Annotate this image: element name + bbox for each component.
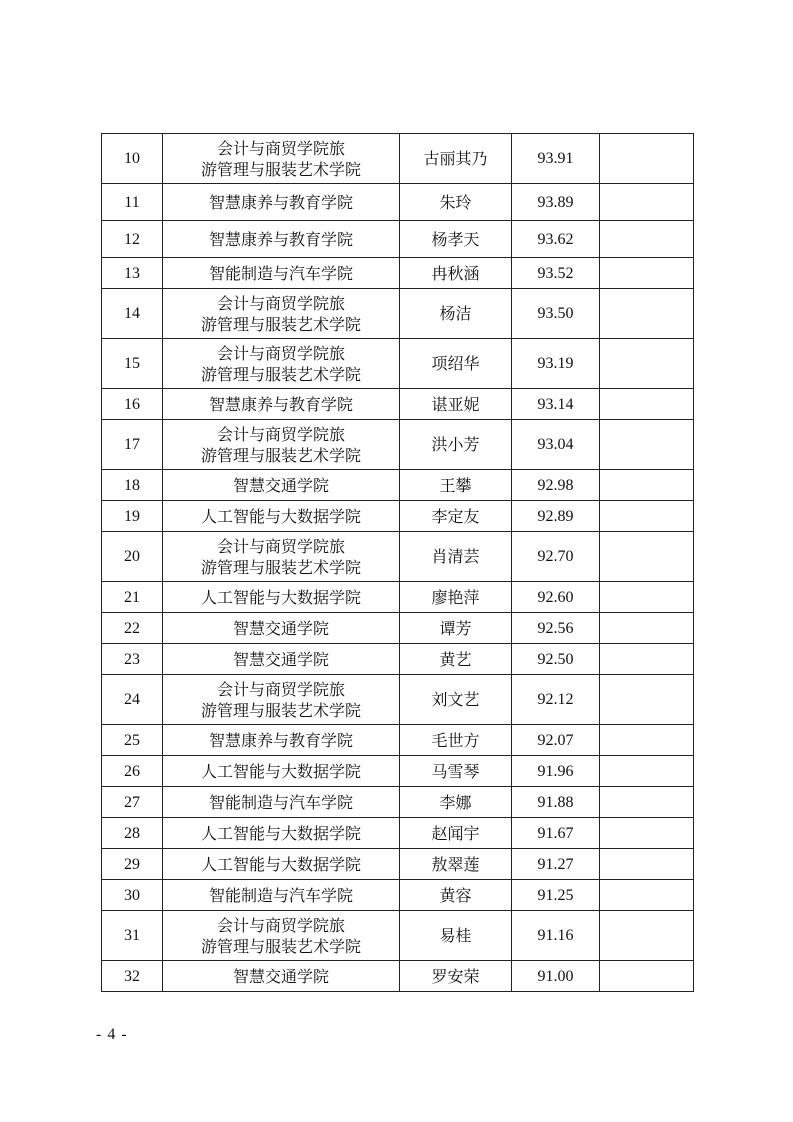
- name-cell: 王攀: [400, 470, 512, 501]
- college-line: 会计与商贸学院旅: [216, 536, 345, 556]
- college-cell: [163, 849, 400, 880]
- college-line: 智慧康养与教育学院: [208, 192, 353, 212]
- college-cell: [163, 818, 400, 849]
- score-cell: 93.50: [512, 289, 600, 339]
- row-number-cell: 25: [102, 725, 163, 756]
- name-cell: 黄艺: [400, 644, 512, 675]
- college-cell: [163, 221, 400, 258]
- college-line: 游管理与服装艺术学院: [200, 700, 361, 720]
- table-row: [102, 582, 694, 613]
- note-cell: [600, 849, 694, 880]
- name-cell: 冉秋涵: [400, 258, 512, 289]
- note-cell: [600, 221, 694, 258]
- college-cell: [163, 470, 400, 501]
- score-cell: 93.04: [512, 420, 600, 470]
- table-row: [102, 613, 694, 644]
- table-row: [102, 470, 694, 501]
- name-cell: 毛世方: [400, 725, 512, 756]
- row-number-cell: 20: [102, 532, 163, 582]
- name-cell: 易桂: [400, 911, 512, 961]
- table-row: [102, 289, 694, 339]
- score-cell: 93.14: [512, 389, 600, 420]
- note-cell: [600, 818, 694, 849]
- row-number-cell: 24: [102, 675, 163, 725]
- score-cell: 92.98: [512, 470, 600, 501]
- score-cell: 92.60: [512, 582, 600, 613]
- row-number-cell: 13: [102, 258, 163, 289]
- college-line: 会计与商贸学院旅: [216, 915, 345, 935]
- name-cell: 赵闻宇: [400, 818, 512, 849]
- score-cell: 92.50: [512, 644, 600, 675]
- row-number-cell: 32: [102, 961, 163, 992]
- college-cell: [163, 880, 400, 911]
- college-cell: [163, 184, 400, 221]
- table-row: [102, 389, 694, 420]
- row-number-cell: 14: [102, 289, 163, 339]
- table-row: [102, 675, 694, 725]
- college-cell: [163, 644, 400, 675]
- college-cell: [163, 961, 400, 992]
- row-number-cell: 28: [102, 818, 163, 849]
- score-cell: 91.00: [512, 961, 600, 992]
- table-row: [102, 420, 694, 470]
- college-cell: [163, 911, 400, 961]
- college-line: 游管理与服装艺术学院: [200, 445, 361, 465]
- table-row: [102, 818, 694, 849]
- college-cell: [163, 756, 400, 787]
- college-cell: [163, 389, 400, 420]
- note-cell: [600, 339, 694, 389]
- college-line: 游管理与服装艺术学院: [200, 314, 361, 334]
- score-cell: 91.16: [512, 911, 600, 961]
- name-cell: 洪小芳: [400, 420, 512, 470]
- college-line: 人工智能与大数据学院: [200, 761, 361, 781]
- college-cell: [163, 532, 400, 582]
- college-cell: [163, 501, 400, 532]
- note-cell: [600, 501, 694, 532]
- college-line: 智慧康养与教育学院: [208, 394, 353, 414]
- college-cell: [163, 787, 400, 818]
- note-cell: [600, 880, 694, 911]
- score-cell: 91.25: [512, 880, 600, 911]
- name-cell: 敖翠莲: [400, 849, 512, 880]
- college-cell: [163, 613, 400, 644]
- table-row: [102, 184, 694, 221]
- college-line: 智慧交通学院: [232, 966, 329, 986]
- table-row: [102, 961, 694, 992]
- note-cell: [600, 470, 694, 501]
- table-row: [102, 787, 694, 818]
- row-number-cell: 15: [102, 339, 163, 389]
- name-cell: 杨洁: [400, 289, 512, 339]
- score-cell: 93.89: [512, 184, 600, 221]
- name-cell: 肖清芸: [400, 532, 512, 582]
- score-cell: 92.89: [512, 501, 600, 532]
- note-cell: [600, 911, 694, 961]
- college-cell: [163, 675, 400, 725]
- row-number-cell: 17: [102, 420, 163, 470]
- row-number-cell: 26: [102, 756, 163, 787]
- note-cell: [600, 787, 694, 818]
- results-table-body: [102, 134, 694, 992]
- college-line: 游管理与服装艺术学院: [200, 364, 361, 384]
- row-number-cell: 10: [102, 134, 163, 184]
- name-cell: 廖艳萍: [400, 582, 512, 613]
- table-row: [102, 644, 694, 675]
- table-row: [102, 501, 694, 532]
- college-line: 智慧交通学院: [232, 649, 329, 669]
- note-cell: [600, 389, 694, 420]
- college-line: 人工智能与大数据学院: [200, 854, 361, 874]
- college-line: 人工智能与大数据学院: [200, 587, 361, 607]
- college-line: 游管理与服装艺术学院: [200, 159, 361, 179]
- row-number-cell: 30: [102, 880, 163, 911]
- score-cell: 91.67: [512, 818, 600, 849]
- college-line: 智能制造与汽车学院: [208, 792, 353, 812]
- college-line: 会计与商贸学院旅: [216, 293, 345, 313]
- row-number-cell: 18: [102, 470, 163, 501]
- name-cell: 李定友: [400, 501, 512, 532]
- note-cell: [600, 134, 694, 184]
- college-line: 会计与商贸学院旅: [216, 343, 345, 363]
- table-row: [102, 756, 694, 787]
- row-number-cell: 27: [102, 787, 163, 818]
- note-cell: [600, 756, 694, 787]
- college-line: 游管理与服装艺术学院: [200, 936, 361, 956]
- college-line: 智慧交通学院: [232, 475, 329, 495]
- college-line: 会计与商贸学院旅: [216, 138, 345, 158]
- name-cell: 朱玲: [400, 184, 512, 221]
- row-number-cell: 23: [102, 644, 163, 675]
- note-cell: [600, 582, 694, 613]
- name-cell: 杨孝天: [400, 221, 512, 258]
- college-cell: [163, 339, 400, 389]
- note-cell: [600, 675, 694, 725]
- name-cell: 项绍华: [400, 339, 512, 389]
- results-table: [101, 133, 694, 992]
- note-cell: [600, 289, 694, 339]
- score-cell: 92.70: [512, 532, 600, 582]
- table-row: [102, 725, 694, 756]
- note-cell: [600, 725, 694, 756]
- name-cell: 刘文艺: [400, 675, 512, 725]
- name-cell: 古丽其乃: [400, 134, 512, 184]
- college-line: 智慧交通学院: [232, 618, 329, 638]
- note-cell: [600, 613, 694, 644]
- college-cell: [163, 134, 400, 184]
- table-row: [102, 339, 694, 389]
- college-cell: [163, 420, 400, 470]
- row-number-cell: 31: [102, 911, 163, 961]
- score-cell: 92.07: [512, 725, 600, 756]
- note-cell: [600, 184, 694, 221]
- row-number-cell: 11: [102, 184, 163, 221]
- college-line: 人工智能与大数据学院: [200, 823, 361, 843]
- row-number-cell: 22: [102, 613, 163, 644]
- name-cell: 谌亚妮: [400, 389, 512, 420]
- college-line: 智慧康养与教育学院: [208, 730, 353, 750]
- college-cell: [163, 289, 400, 339]
- score-cell: 93.91: [512, 134, 600, 184]
- college-line: 智能制造与汽车学院: [208, 885, 353, 905]
- college-line: 会计与商贸学院旅: [216, 424, 345, 444]
- page-number: - 4 -: [96, 1026, 128, 1043]
- score-cell: 92.56: [512, 613, 600, 644]
- name-cell: 黄容: [400, 880, 512, 911]
- note-cell: [600, 258, 694, 289]
- name-cell: 马雪琴: [400, 756, 512, 787]
- table-row: [102, 221, 694, 258]
- row-number-cell: 21: [102, 582, 163, 613]
- row-number-cell: 29: [102, 849, 163, 880]
- college-cell: [163, 258, 400, 289]
- table-row: [102, 258, 694, 289]
- score-cell: 93.62: [512, 221, 600, 258]
- row-number-cell: 16: [102, 389, 163, 420]
- college-line: 智慧康养与教育学院: [208, 229, 353, 249]
- row-number-cell: 19: [102, 501, 163, 532]
- table-row: [102, 532, 694, 582]
- score-cell: 93.19: [512, 339, 600, 389]
- row-number-cell: 12: [102, 221, 163, 258]
- note-cell: [600, 644, 694, 675]
- college-line: 游管理与服装艺术学院: [200, 557, 361, 577]
- table-row: [102, 911, 694, 961]
- name-cell: 李娜: [400, 787, 512, 818]
- table-row: [102, 880, 694, 911]
- college-cell: [163, 725, 400, 756]
- name-cell: 谭芳: [400, 613, 512, 644]
- name-cell: 罗安荣: [400, 961, 512, 992]
- college-line: 智能制造与汽车学院: [208, 263, 353, 283]
- score-cell: 92.12: [512, 675, 600, 725]
- score-cell: 91.96: [512, 756, 600, 787]
- note-cell: [600, 420, 694, 470]
- college-line: 人工智能与大数据学院: [200, 506, 361, 526]
- college-line: 会计与商贸学院旅: [216, 679, 345, 699]
- score-cell: 91.88: [512, 787, 600, 818]
- college-cell: [163, 582, 400, 613]
- note-cell: [600, 532, 694, 582]
- table-row: [102, 849, 694, 880]
- score-cell: 91.27: [512, 849, 600, 880]
- score-cell: 93.52: [512, 258, 600, 289]
- note-cell: [600, 961, 694, 992]
- table-row: [102, 134, 694, 184]
